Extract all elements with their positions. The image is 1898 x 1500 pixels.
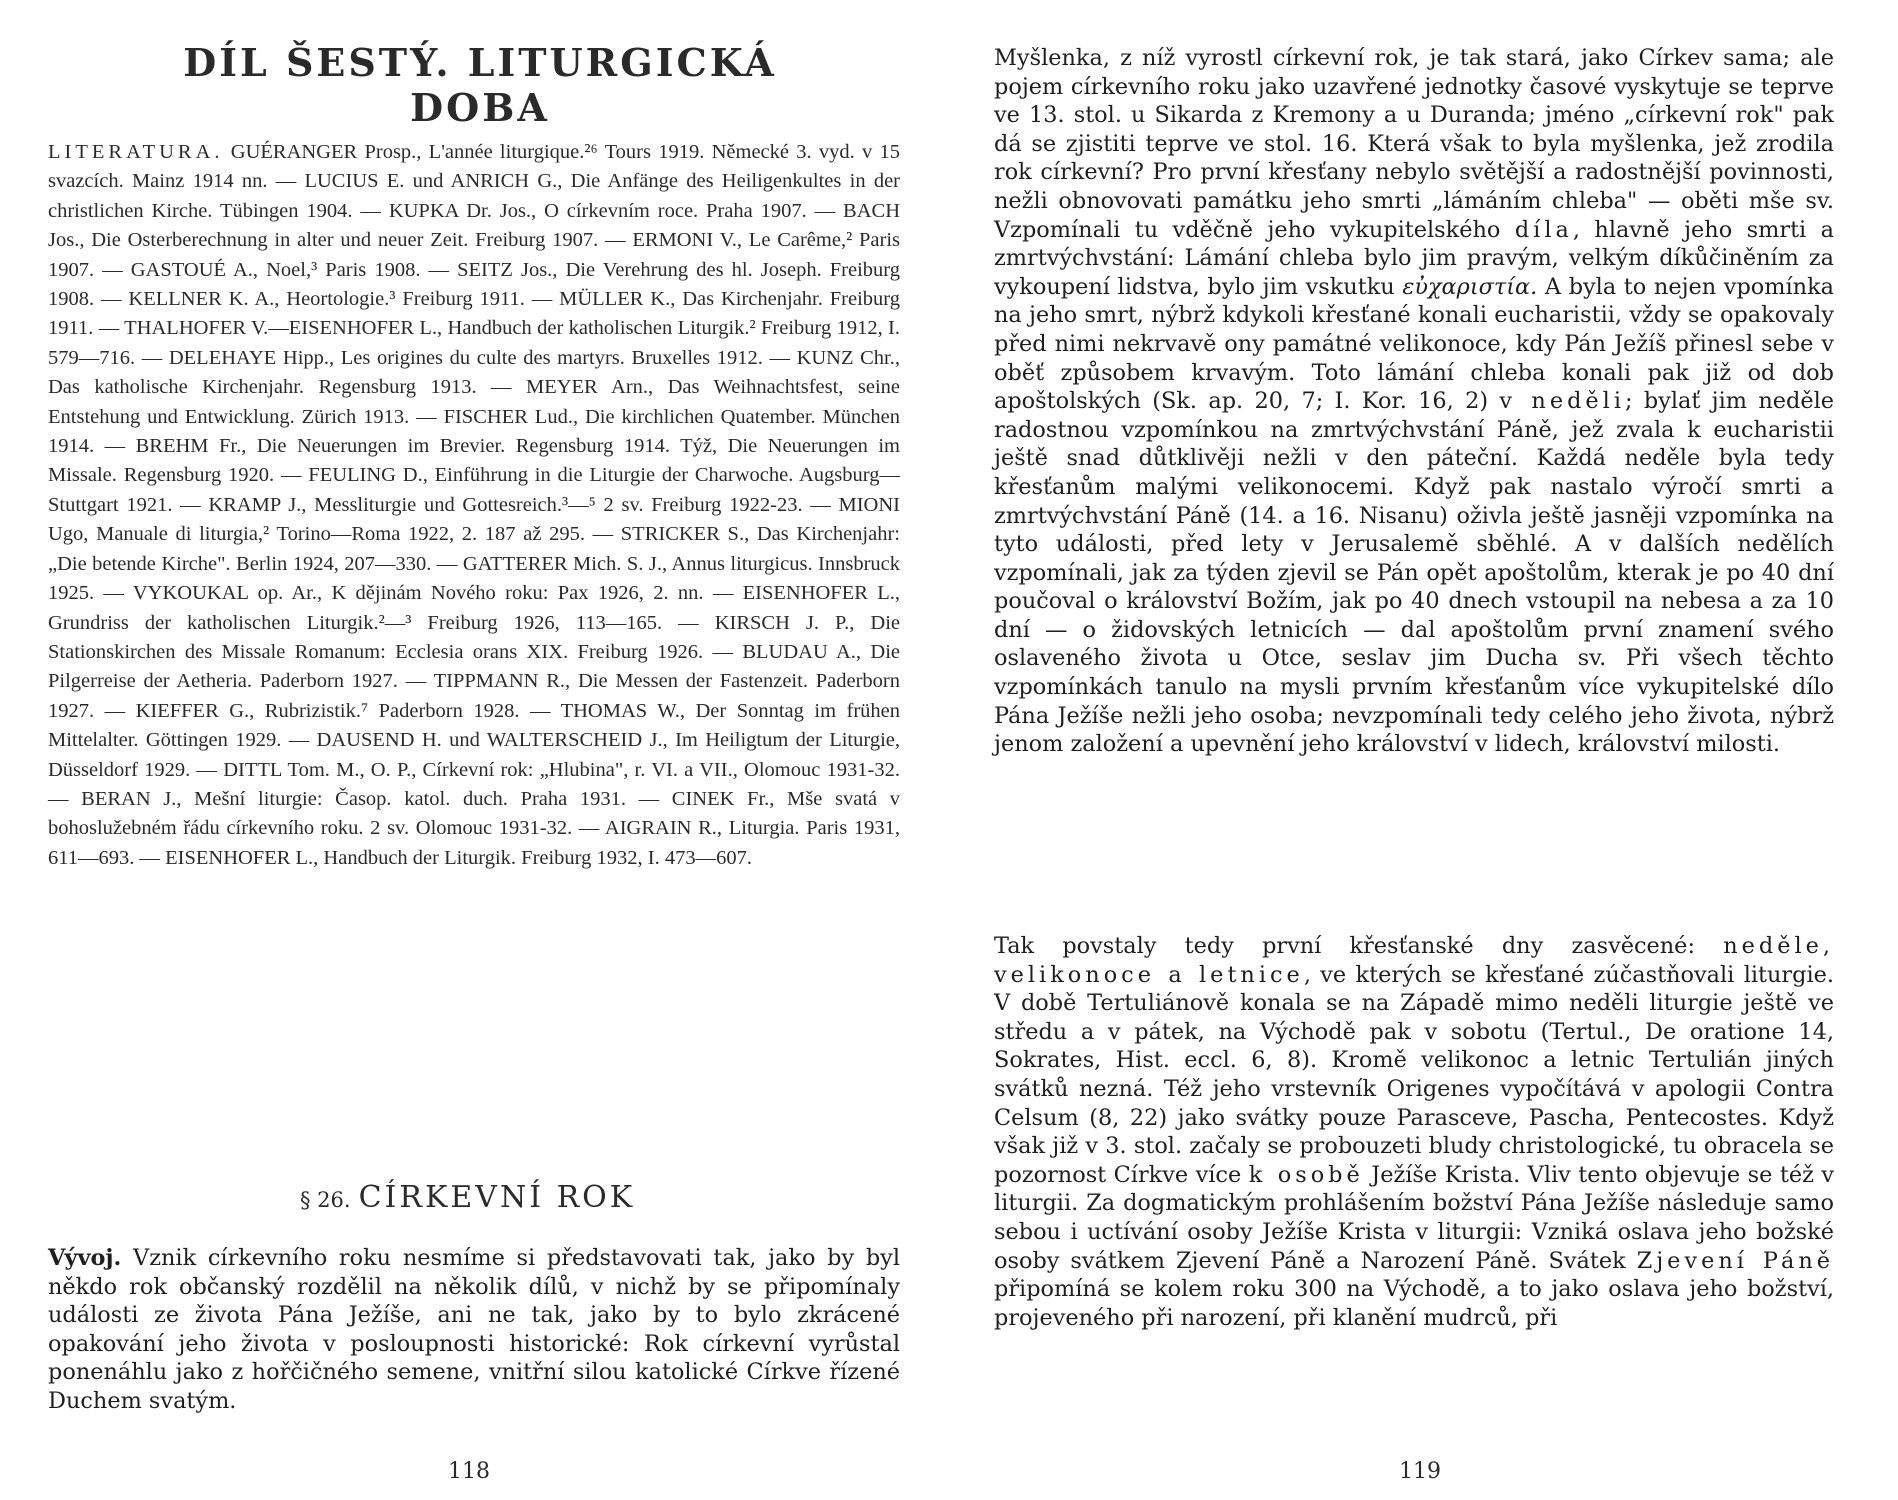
- page-title: DÍL ŠESTÝ. LITURGICKÁ DOBA: [183, 40, 777, 130]
- literature-list: [48, 138, 900, 873]
- p2-spaced-words-3: Zjevení Páně: [1636, 1247, 1834, 1274]
- p2-text-a: Tak povstaly tedy první křesťanské dny zasvěcené:: [994, 933, 1695, 959]
- p1-spaced-word-2: v neděli: [1499, 388, 1625, 415]
- intro-paragraph: [48, 1244, 900, 1415]
- p1-text-d: ; bylať jim neděle radostnou vzpomínkou na zmrtvýchvstání Páně, jež zvala k eucharistii ještě snad důtklivěji nežli v den páteční. Každá neděle byla tedy křesťanům malými velikonocemi. Když pak nastalo výročí smrti a zmrtvýchvstání Páně (14. a 16. Nisanu) oživla ještě jasněji vzpomínka na tyto události, před lety v Jerusalemě sběhlé. A v dalších nedělích vzpomínali, jak za týden zjevil se Pán opět apoštolům, kterak je po 40 dní poučoval o království Božím, jak po 40 dnech vstoupil na nebesa a za 10 dní — o židovských letnicích — dal apoštolům první znamení svého oslaveného života u Otce, seslav jim Ducha sv. Při všech těchto vzpomínkách tanulo na mysli prvním křesťanům více vykupitelské dílo Pána Ježíše nežli jeho osoba; nevzpomínali tedy celého jeho života, nýbrž jenom založení a upevnění jeho království v lidech, království milosti.: [994, 388, 1835, 758]
- p2-spaced-words-2: k osobě: [1248, 1161, 1364, 1188]
- section-title: CÍRKEVNÍ ROK: [358, 1180, 636, 1215]
- intro-text: Vznik církevního roku nesmíme si představovati tak, jako by byl někdo rok občanský rozdělil na několik dílů, v nichž by se připomínaly události ze života Pána Ježíše, ani ne tak, jako by to bylo zkrácené opakování jeho života v posloupnosti historické: Rok církevní vyrůstal ponenáhlu jako z hořčičného semene, vnitřní silou katolické Církve řízené Duchem svatým.: [48, 1245, 900, 1414]
- section-number: § 26.: [300, 1188, 351, 1212]
- literature-lead: LITERATURA.: [48, 141, 224, 163]
- p1-spaced-word-1: díla: [1514, 216, 1573, 243]
- literature-text: GUÉRANGER Prosp., L'année liturgique.²⁶ Tours 1919. Německé 3. vyd. v 15 svazcích. Mainz 1914 nn. — LUCIUS E. und ANRICH G., Die Anfänge des Heiligenkultes in der christlichen Kirche. Tübingen 1904. — KUPKA Dr. Jos., O církevním roce. Praha 1907. — BACH Jos., Die Osterberechnung in alter und neuer Zeit. Freiburg 1907. — ERMONI V., Le Carême,² Paris 1907. — GASTOUÉ A., Noel,³ Paris 1908. — SEITZ Jos., Die Verehrung des hl. Joseph. Freiburg 1908. — KELLNER K. A., Heortologie.³ Freiburg 1911. — MÜLLER K., Das Kirchenjahr. Freiburg 1911. — THALHOFER V.—EISENHOFER L., Handbuch der katholischen Liturgik.² Freiburg 1912, I. 579—716. — DELEHAYE Hipp., Les origines du culte des martyrs. Bruxelles 1912. — KUNZ Chr., Das katholische Kirchenjahr. Regensburg 1913. — MEYER Arn., Das Weihnachtsfest, seine Entstehung und Entwicklung. Zürich 1913. — FISCHER Lud., Die kirchlichen Quatember. München 1914. — BREHM Fr., Die Neuerungen im Brevier. Regensburg 1914. Týž, Die Neuerungen im Missale. Regensburg 1920. — FEULING D., Einführung in die Liturgie der Charwoche. Augsburg—Stuttgart 1921. — KRAMP J., Messliturgie und Gottesreich.³—⁵ 2 sv. Freiburg 1922-23. — MIONI Ugo, Manuale di liturgia,² Torino—Roma 1922, 2. 187 až 295. — STRICKER S., Das Kirchenjahr: „Die betende Kirche". Berlin 1924, 207—330. — GATTERER Mich. S. J., Annus liturgicus. Innsbruck 1925. — VYKOUKAL op. Ar., K dějinám Nového roku: Pax 1926, 2. nn. — EISENHOFER L., Grundriss der katholischen Liturgik.²—³ Freiburg 1926, 113—165. — KIRSCH J. P., Die Stationskirchen des Missale Romanum: Ecclesia orans XIX. Freiburg 1926. — BLUDAU A., Die Pilgerreise der Aetheria. Paderborn 1927. — TIPPMANN R., Die Messen der Fastenzeit. Paderborn 1927. — KIEFFER G., Rubrizistik.⁷ Paderborn 1928. — THOMAS W., Der Sonntag im frühen Mittelalter. Göttingen 1929. — DAUSEND H. und WALTERSCHEID J., Im Heiligtum der Liturgie, Düsseldorf 1929. — DITTL Tom. M., O. P., Církevní rok: „Hlubina", r. VI. a VII., Olomouc 1931-32. — BERAN J., Mešní liturgie: Časop. katol. duch. Praha 1931. — CINEK Fr., Mše svatá v bohoslužebném řádu církevního roku. 2 sv. Olomouc 1931-32. — AIGRAIN R., Liturgia. Paris 1931, 611—693. — EISENHOFER L., Handbuch der Liturgik. Freiburg 1932, I. 473—607.: [48, 141, 901, 869]
- section-heading: [300, 1180, 700, 1215]
- intro-lead: Vývoj.: [48, 1245, 122, 1271]
- p1-text-a: Myšlenka, z níž vyrostl církevní rok, je tak stará, jako Církev sama; ale pojem církevního roku jako uzavřené jednotky časové vyskytuje se teprve ve 13. stol. u Sikarda z Kremony a u Duranda; jméno „církevní rok" pak dá se zjistiti teprve ve stol. 16. Která však to byla myšlenka, jež zrodila rok církevní? Pro první křesťany nebylo světější a radostnější povinnosti, nežli obnovovati památku jeho smrti „lámáním chleba" — oběti mše sv. Vzpomínali tu vděčně jeho vykupitelského: [994, 45, 1834, 243]
- p2-text-b: , ve kterých se křesťané zúčastňovali liturgie. V době Tertuliánově konala se na Západě mimo neděli liturgie ještě ve středu a v pátek, na Východě pak v sobotu (Tertul., De oratione 14, Sokrates, Hist. eccl. 6, 8). Kromě velikonoc a letnic Tertulián jiných svátků nezná. Též jeho vrstevník Origenes vypočítává v apologii Contra Celsum (8, 22) jako svátky pouze Parasceve, Pascha, Pentecostes. Když však již v 3. stol. začaly se probouzeti bludy christologické, tu obracela se pozornost Církve více: [994, 961, 1834, 1188]
- body-paragraph-2: [994, 932, 1834, 1332]
- greek-word: εὐχαριστία.: [1402, 273, 1538, 300]
- right-page: [949, 0, 1898, 1500]
- body-paragraph-1: [994, 44, 1834, 759]
- p1-text-c: A byla to nejen vpomínka na jeho smrt, nýbrž kdykoli křesťané konali eucharistii, vždy se opakovaly před nimi nekrvavě ony památné velikonoce, kdy Pán Ježíš přinesl sebe v oběť způsobem krvavým. Toto lámání chleba konali pak již od dob apoštolských (Sk. ap. 20, 7; I. Kor. 16, 2): [994, 273, 1834, 415]
- page-number-right: 119: [1399, 1459, 1441, 1484]
- p2-spaced-words-1: neděle, velikonoce a letnice: [994, 933, 1834, 988]
- p2-text-c: Ježíše Krista. Vliv tento objevuje se též v liturgii. Za dogmatickým prohlášením božství Pána Ježíše následuje samo sebou i uctívání osoby Ježíše Krista v liturgii: Vzniká oslava jeho božské osoby svátkem Zjevení Páně a Narození Páně. Svátek: [994, 1161, 1835, 1274]
- p1-text-b: , hlavně jeho smrti a zmrtvýchvstání: Lámání chleba bylo jim pravým, velkým díkůčiněním za vykoupení lidstva, bylo jim vskutku: [994, 216, 1835, 300]
- page-number-left: 118: [448, 1459, 490, 1484]
- p2-text-d: připomíná se kolem roku 300 na Východě, a to jako oslava jeho božství, projeveného při narození, při klanění mudrců, při: [994, 1276, 1834, 1331]
